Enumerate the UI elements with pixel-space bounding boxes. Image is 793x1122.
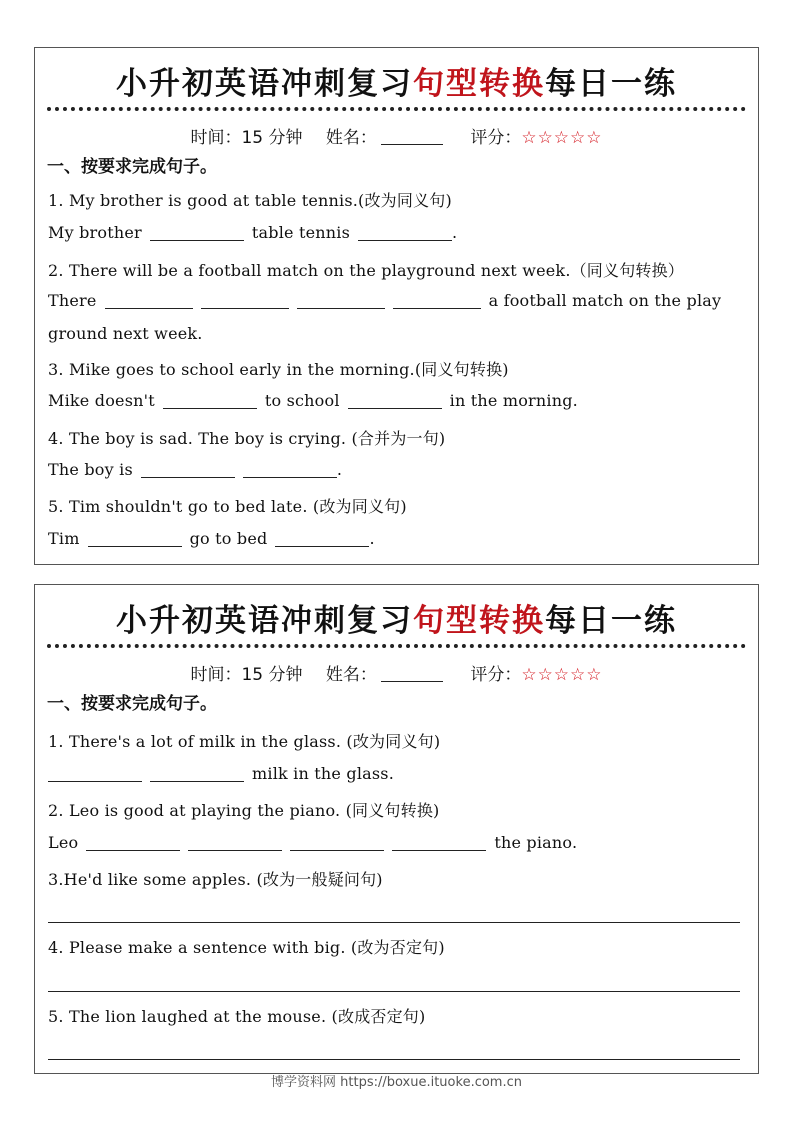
name-label: 姓名：	[325, 128, 377, 148]
answer-1: milk in the glass.	[48, 764, 394, 783]
answer-blank[interactable]	[358, 239, 452, 241]
dotted-divider	[47, 644, 746, 648]
meta-row	[35, 123, 758, 148]
rating-stars[interactable]: ☆☆☆☆☆	[521, 128, 603, 148]
answer-blank[interactable]	[105, 307, 193, 309]
question-1: 1. There's a lot of milk in the glass. (改为同义句)	[48, 732, 441, 751]
time-label: 时间：15 分钟	[190, 665, 303, 685]
name-blank[interactable]	[381, 680, 443, 682]
question-4: 4. Please make a sentence with big. (改为否定句)	[48, 938, 445, 957]
title-highlight: 句型转换	[413, 603, 545, 639]
name-blank[interactable]	[381, 143, 443, 145]
answer-4: The boy is .	[48, 460, 343, 479]
answer-line-5[interactable]	[48, 1058, 740, 1060]
answer-blank[interactable]	[348, 407, 442, 409]
answer-blank[interactable]	[243, 476, 337, 478]
card-title: 小升初英语冲刺复习句型转换每日一练	[116, 603, 677, 639]
title-highlight: 句型转换	[413, 66, 545, 102]
answer-blank[interactable]	[392, 849, 486, 851]
answer-blank[interactable]	[201, 307, 289, 309]
question-3: 3. Mike goes to school early in the morning.(同义句转换)	[48, 360, 509, 379]
answer-2-continued: ground next week.	[48, 324, 203, 343]
answer-blank[interactable]	[297, 307, 385, 309]
question-2: 2. Leo is good at playing the piano. (同义句转换)	[48, 801, 440, 820]
dotted-divider	[47, 107, 746, 111]
section-heading: 一、按要求完成句子。	[47, 157, 217, 177]
worksheet-card-1	[34, 47, 759, 565]
question-3: 3.He'd like some apples. (改为一般疑问句)	[48, 870, 383, 889]
question-2: 2. There will be a football match on the playground next week.（同义句转换）	[48, 261, 685, 280]
answer-blank[interactable]	[150, 239, 244, 241]
answer-1: My brother table tennis .	[48, 223, 458, 242]
answer-blank[interactable]	[88, 545, 182, 547]
answer-blank[interactable]	[86, 849, 180, 851]
answer-line-4[interactable]	[48, 990, 740, 992]
answer-5: Tim go to bed .	[48, 529, 375, 548]
answer-blank[interactable]	[141, 476, 235, 478]
time-label: 时间：15 分钟	[190, 128, 303, 148]
answer-2: There a football match on the play	[48, 291, 722, 310]
answer-2: Leo the piano.	[48, 833, 578, 852]
section-heading: 一、按要求完成句子。	[47, 694, 217, 714]
answer-blank[interactable]	[150, 780, 244, 782]
answer-blank[interactable]	[290, 849, 384, 851]
footer-watermark: 博学资料网 https://boxue.ituoke.com.cn	[271, 1075, 522, 1090]
answer-blank[interactable]	[48, 780, 142, 782]
question-5: 5. The lion laughed at the mouse. (改成否定句)	[48, 1007, 426, 1026]
question-5: 5. Tim shouldn't go to bed late. (改为同义句)	[48, 497, 407, 516]
worksheet-card-2	[34, 584, 759, 1074]
rating-stars[interactable]: ☆☆☆☆☆	[521, 665, 603, 685]
meta-row	[35, 660, 758, 685]
answer-blank[interactable]	[163, 407, 257, 409]
answer-blank[interactable]	[393, 307, 481, 309]
answer-blank[interactable]	[188, 849, 282, 851]
question-1: 1. My brother is good at table tennis.(改为同义句)	[48, 191, 452, 210]
answer-blank[interactable]	[275, 545, 369, 547]
question-4: 4. The boy is sad. The boy is crying. (合并为一句)	[48, 429, 446, 448]
score-label: 评分：	[470, 665, 522, 685]
score-label: 评分：	[470, 128, 522, 148]
answer-3: Mike doesn't to school in the morning.	[48, 391, 578, 410]
card-title: 小升初英语冲刺复习句型转换每日一练	[116, 66, 677, 102]
answer-line-3[interactable]	[48, 921, 740, 923]
name-label: 姓名：	[325, 665, 377, 685]
